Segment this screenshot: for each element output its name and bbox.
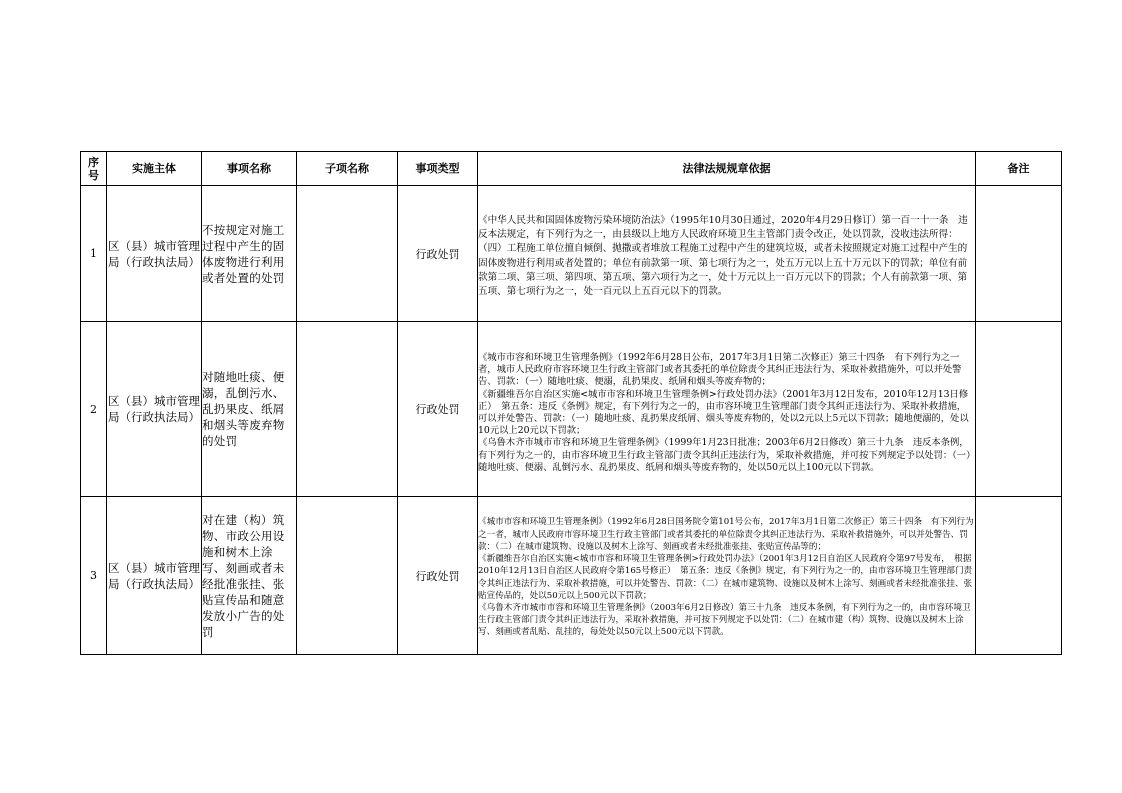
header-seq: 序号 (81, 152, 107, 186)
row-legal-basis (478, 497, 976, 655)
row-legal-basis (478, 322, 976, 497)
row-note (976, 322, 1062, 497)
legal-basis-paragraph: 《城市市容和环境卫生管理条例》（1992年6月28日公布，2017年3月1日第二次修正）第三十四条 有下列行为之一者，城市人民政府市容环境卫生行政主管部门或者其委托的单位除责令其纠正违法行为、采取补救措施外，可以并处警告、罚款：（一）随地吐痰、便溺，乱扔果皮、纸屑和烟头等废弃物的； (478, 351, 962, 388)
row-seq: 2 (81, 322, 107, 497)
row-subitem-name (297, 186, 398, 322)
row-subject: 区（县）城市管理局（行政执法局） (107, 497, 202, 655)
legal-basis-paragraph: 《城市市容和环境卫生管理条例》（1992年6月28日国务院令第101号公布，2017年3月1日第二次修正）第三十四条 有下列行为之一者，城市人民政府市容环境卫生行政主管部门或者其委托的单位除责令其纠正违法行为、采取补救措施外，可以并处警告、罚款：（二）在城市建筑物、设施以及树木上涂写、刻画或者未经批准张挂、张贴宣传品等的； (478, 517, 974, 552)
header-item: 事项名称 (202, 152, 297, 186)
row-item-type: 行政处罚 (398, 186, 478, 322)
row-item-type: 行政处罚 (398, 322, 478, 497)
row-subject: 区（县）城市管理局（行政执法局） (107, 186, 202, 322)
row-subject: 区（县）城市管理局（行政执法局） (107, 322, 202, 497)
row-item-name: 对在建（构）筑物、市政公用设施和树木上涂写、刻画或者未经批准张挂、张贴宣传品和随意发放小广告的处罚 (202, 497, 297, 655)
row-seq: 3 (81, 497, 107, 655)
table-row (81, 322, 1062, 497)
header-subitem: 子项名称 (297, 152, 398, 186)
table-row (81, 497, 1062, 655)
table-row (81, 186, 1062, 322)
row-item-name: 对随地吐痰、便溺，乱倒污水、乱扔果皮、纸屑和烟头等废弃物的处罚 (202, 322, 297, 497)
row-seq: 1 (81, 186, 107, 322)
header-subject: 实施主体 (107, 152, 202, 186)
row-note (976, 186, 1062, 322)
header-basis: 法律法规规章依据 (478, 152, 976, 186)
enforcement-items-table (80, 151, 1062, 655)
legal-basis-paragraph: 《乌鲁木齐市城市市容和环境卫生管理条例》（2003年6月2日修改）第三十九条 违反本条例，有下列行为之一的，由市容环境卫生行政主管部门责令其纠正违法行为，采取补救措施，并可按下列规定予以处罚：（二）在城市建（构）筑物、设施以及树木上涂写、刻画或者乱贴、乱挂的，每处处以50元以上500元以下罚款。 (478, 602, 971, 638)
legal-basis-paragraph: 《中华人民共和国固体废物污染环境防治法》（1995年10月30日通过，2020年4月29日修订）第一百一十一条 违反本法规定，有下列行为之一，由县级以上地方人民政府环境卫生主管部门责令改正，处以罚款，没收违法所得：（四）工程施工单位擅自倾倒、抛撒或者堆放工程施工过程中产生的建筑垃圾，或者未按照规定对施工过程中产生的固体废物进行利用或者处置的；单位有前款第一项、第七项行为之一，处五万元以上五十万元以下的罚款；单位有前款第二项、第三项、第四项、第五项、第六项行为之一，处十万元以上一百万元以下的罚款；个人有前款第一项、第五项、第七项行为之一，处一百元以上五百元以下的罚款。 (478, 214, 968, 297)
header-row (81, 152, 1062, 186)
legal-basis-paragraph: 《新疆维吾尔自治区实施<城市市容和环境卫生管理条例>行政处罚办法》（2001年3月12日发布，2010年12月13日修正） 第五条：违反《条例》规定，有下列行为之一的，由市容环境卫生管理部门责令其纠正违法行为、采取补救措施，可以并处警告、罚款：（一）随地吐痰、乱扔果皮纸屑、烟头等废弃物的，处以2元以上5元以下罚款；随地便溺的，处以10元以上20元以下罚款； (478, 388, 969, 437)
header-type: 事项类型 (398, 152, 478, 186)
legal-basis-paragraph: 《新疆维吾尔自治区实施<城市市容和环境卫生管理条例>行政处罚办法》（2001年3月12日自治区人民政府令第97号发布， 根据2010年12月13日自治区人民政府令第165号修正） 第五条：违反《条例》规定，有下列行为之一的，由市容环境卫生管理部门责令其纠正违法行为、采取补救措施，可以并处警告、罚款：（二）在城市建筑物、设施以及树木上涂写、刻画或者未经批准张挂、张贴宣传品的，处以50元以上500元以下罚款； (478, 554, 973, 601)
row-item-name: 不按规定对施工过程中产生的固体废物进行利用或者处置的处罚 (202, 186, 297, 322)
row-subitem-name (297, 497, 398, 655)
row-legal-basis (478, 186, 976, 322)
row-subitem-name (297, 322, 398, 497)
row-item-type: 行政处罚 (398, 497, 478, 655)
row-note (976, 497, 1062, 655)
header-note: 备注 (976, 152, 1062, 186)
legal-basis-paragraph: 《乌鲁木齐市城市市容和环境卫生管理条例》（1999年1月23日批准；2003年6月2日修改）第三十九条 违反本条例，有下列行为之一的，由市容环境卫生行政主管部门责令其纠正违法行为，采取补救措施，并可按下列规定予以处罚：（一）随地吐痰、便溺、乱倒污水、乱扔果皮、纸屑和烟头等废弃物的，处以50元以上100元以下罚款。 (478, 437, 971, 473)
